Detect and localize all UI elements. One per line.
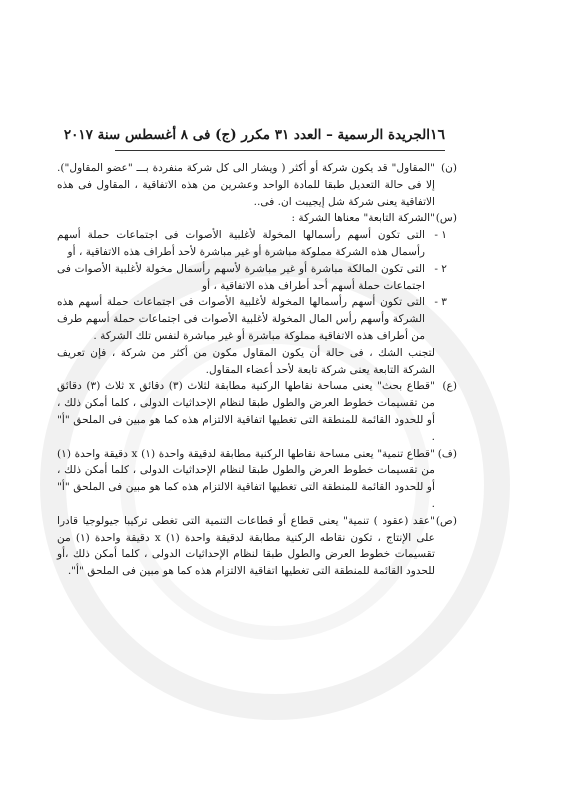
clause-text: "الشركة التابعة" معناها الشركة : — [291, 212, 435, 225]
note-text: لتجنب الشك ، فى حالة أن يكون المقاول مكون من أكثر من شركة ، فإن تعريف الشركة التابعة يعنى شركة تابعة لأحد أعضاء المقاول. — [57, 346, 435, 376]
clause-text: "قطاع بحث" يعنى مساحة نقاطها الركنية مطابقة لثلاث (٣) دقائق x ثلاث (٣) دقائق من تقسيمات خطوط العرض والطول طبقا لنظام الإحداثيات الدولى ، كلما أمكن ذلك ، أو للحدود القائمة للمنطقة التى تغطيها اتفاقية الالتزام هذه كما هو مبين فى الملحق "أ" . — [57, 380, 435, 443]
clause-text: "قطاع تنمية" يعنى مساحة نقاطها الركنية مطابقة لدقيقة واحدة (١) x دقيقة واحدة (١) من تقسيمات خطوط العرض والطول طبقا لنظام الإحداثيات الدولى ، كلما أمكن ذلك ، أو للحدود القائمة للمنطقة التى تغطيها اتفاقية الالتزام هذه كما هو مبين فى الملحق "أ" . — [57, 447, 435, 510]
subclause-2 — [57, 261, 457, 295]
clarification-note — [57, 345, 457, 379]
clause-marker: (ع) — [442, 380, 457, 393]
document-body — [57, 160, 457, 580]
subclause-3 — [57, 294, 457, 344]
clause-text: "المقاول" قد يكون شركة أو أكثر ( ويشار الى كل شركة منفردة بـــ "عضو المقاول"). إلا فى حالة التعديل طبقا للمادة الواحد وعشرين من هذه الاتفاقية ، المقاول فى هذه الاتفاقية يعنى شركة شل إيجيبت ان. فى.. — [57, 162, 435, 208]
clause-seen — [57, 210, 457, 227]
clause-ain — [57, 378, 457, 445]
clause-text: "عقد (عقود ) تنمية" يعنى قطاع أو قطاعات التنمية التى تغطى تركيبا جيولوجيا قادرا على الإنتاج ، تكون نقاطه الركنية مطابقة لدقيقة واحدة (١) x دقيقة واحدة (١) من تقسيمات خطوط العرض والطول طبقا لنظام الإحداثيات الدولى ، كلما أمكن ذلك ،أو للحدود القائمة للمنطقة التى تغطيها اتفاقية الالتزام هذه كما هو مبين فى الملحق "أ". — [57, 514, 435, 578]
clause-marker: (ن) — [440, 162, 457, 174]
header-rule — [115, 150, 445, 151]
subclause-text: التى تكون أسهم رأسمالها المخولة لأغلبية الأصوات فى اجتماعات حملة أسهم رأسمال هذه الشركة مملوكة مباشرة أو غير مباشرة لأحد أطراف هذه الاتفاقية ، أو — [57, 229, 425, 258]
subclause-marker: ٣ - — [434, 296, 447, 309]
subclause-marker: ٢ - — [434, 262, 447, 275]
clause-fa — [57, 446, 457, 513]
header-title: الجريدة الرسمية – العدد ٣١ مكرر (ج) فى ٨ أغسطس سنة ٢٠١٧ — [63, 127, 430, 143]
clause-nun — [57, 160, 457, 210]
subclause-marker: ١ - — [434, 229, 447, 242]
page-header — [63, 127, 445, 143]
subclause-text: التى تكون المالكة مباشرة أو غير مباشرة لأسهم رأسمال مخولة لأغلبية الأصوات فى اجتماعات حملة أسهم أحد أطراف هذه الاتفاقية ، أو — [57, 262, 425, 292]
subclause-1 — [57, 227, 457, 261]
clause-sad — [57, 513, 457, 580]
clause-marker: (س) — [435, 212, 457, 225]
page-number: ١٦ — [429, 127, 445, 143]
subclause-text: التى تكون أسهم رأسمالها المخولة لأغلبية الأصوات فى اجتماعات حملة أسهم هذه الشركة وأسهم رأس المال المخولة لأغلبية الأصوات فى اجتماعات حملة أسهم طرف من أطراف هذه الاتفاقية مملوكة مباشرة أو غير مباشرة لنفس تلك الشركة . — [57, 296, 425, 342]
clause-marker: (ف) — [437, 447, 457, 460]
clause-marker: (ص) — [435, 514, 457, 527]
